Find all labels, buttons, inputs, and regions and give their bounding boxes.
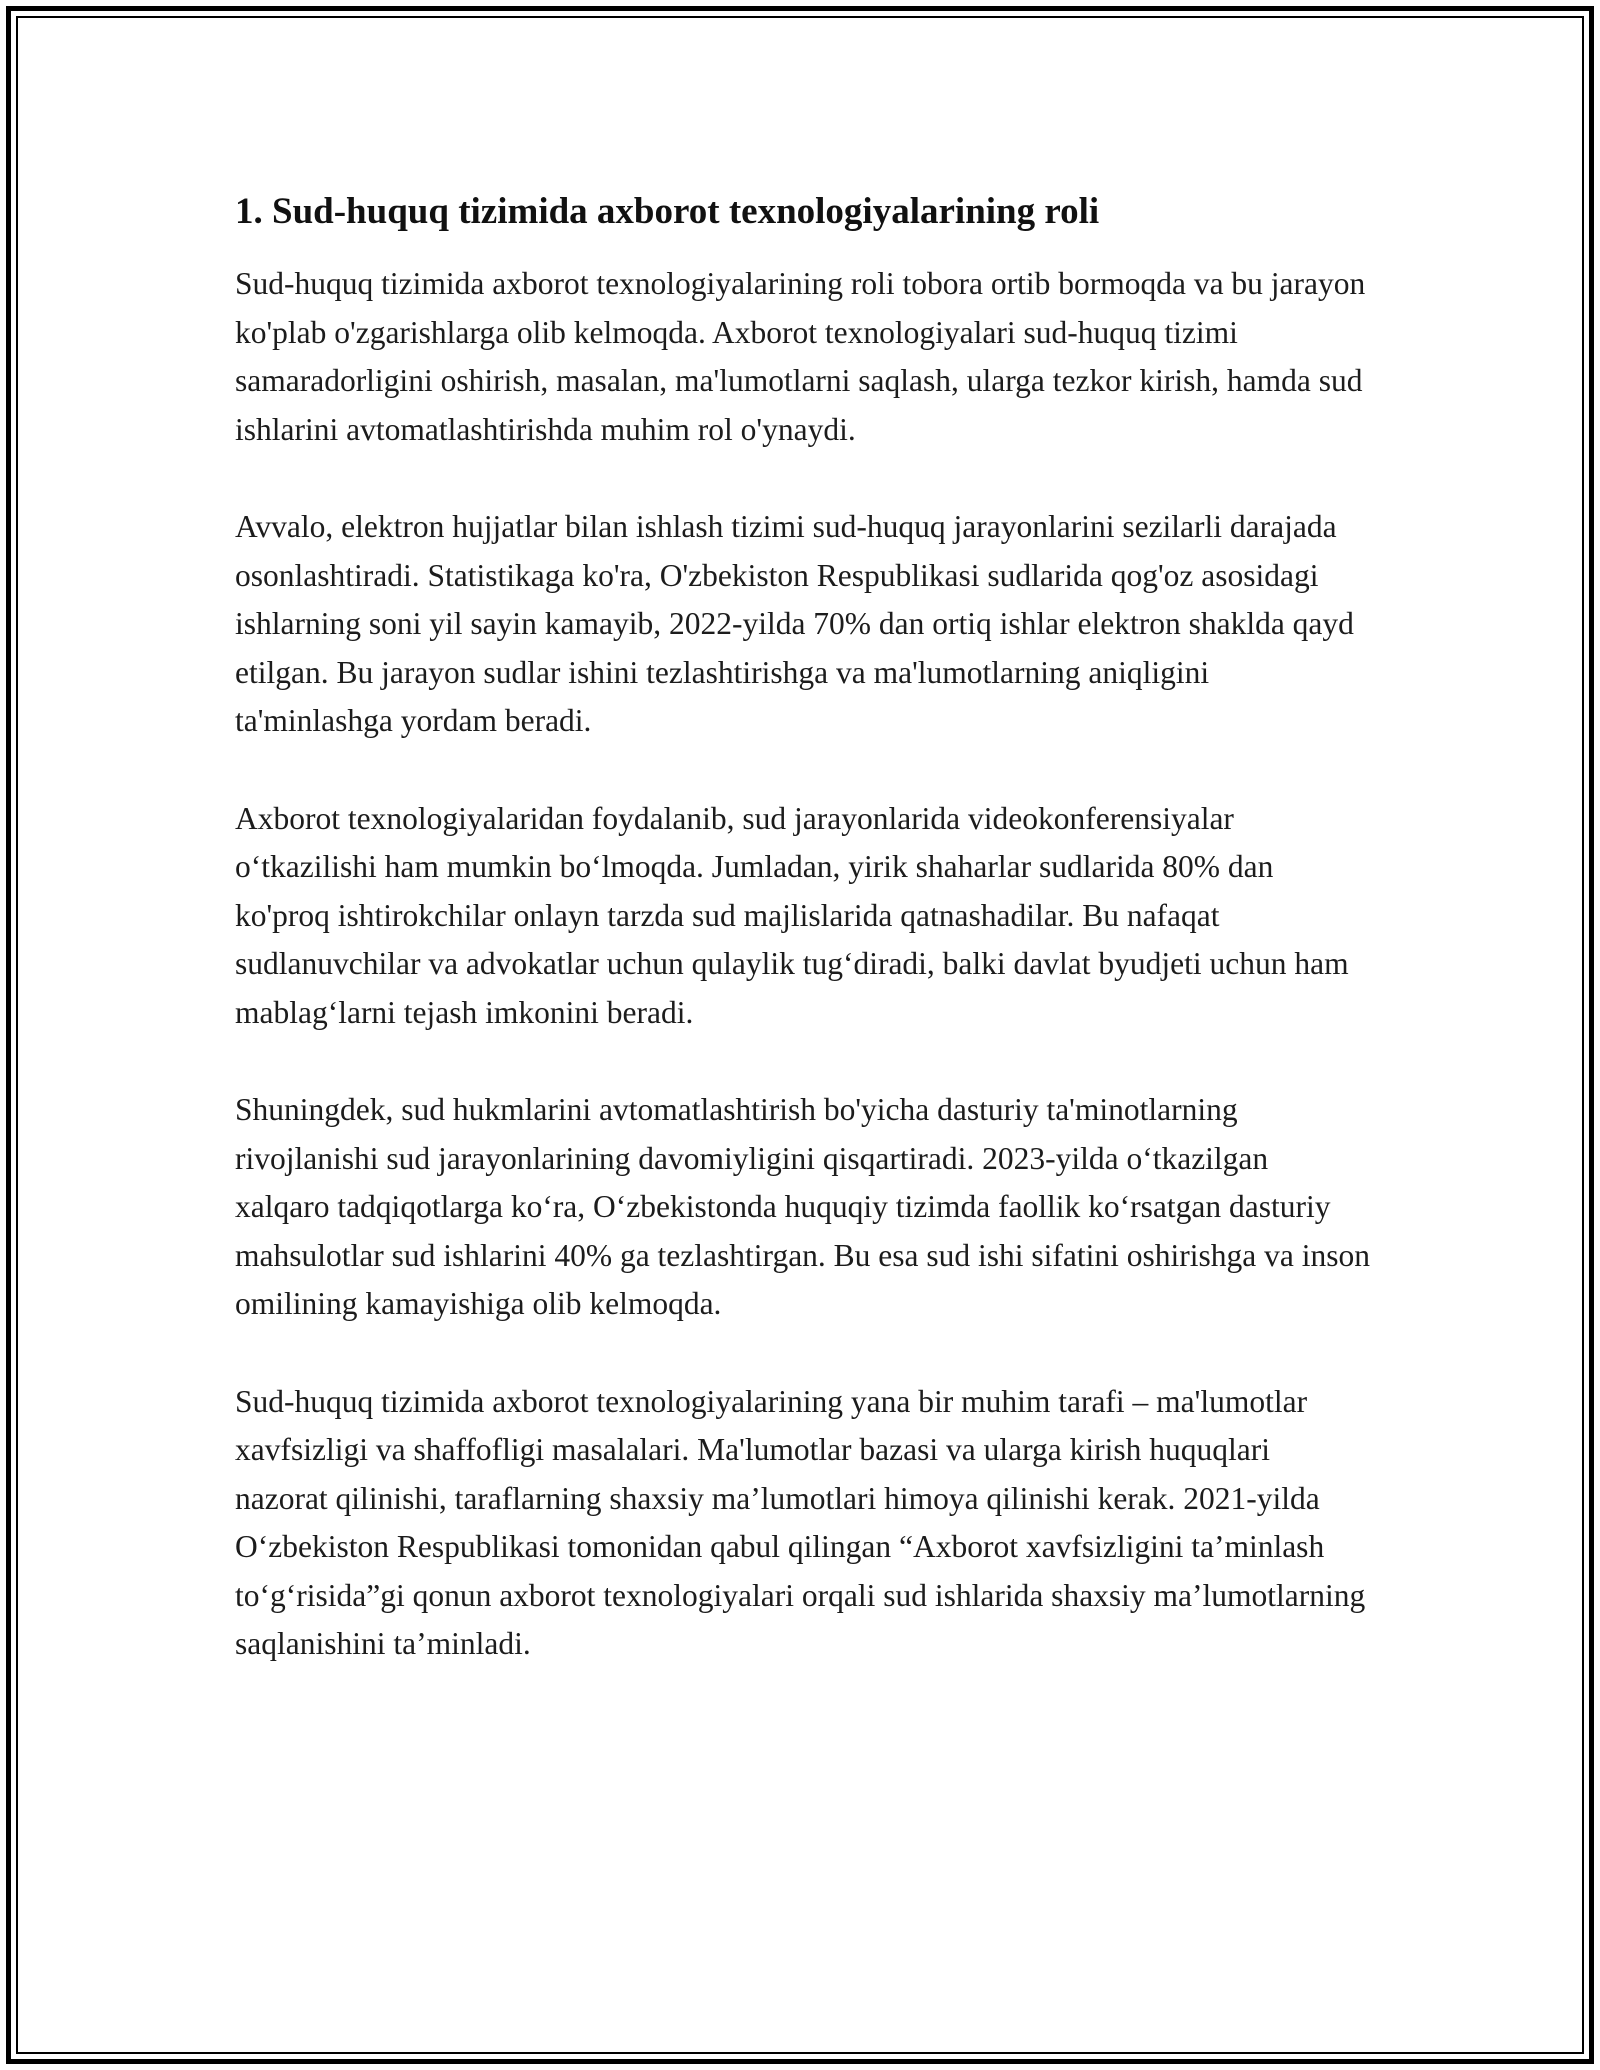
paragraph-videoconferences: Axborot texnologiyalaridan foydalanib, sud jarayonlarida videokonferensiyalar o‘tkazilishi ham mumkin bo‘lmoqda. Jumladan, yirik shaharlar sudlarida 80% dan ko'proq ishtirokchilar onlayn tarzda sud majlislarida qatnashadilar. Bu nafaqat sudlanuvchilar va advokatlar uchun qulaylik tug‘diradi, balki davlat byudjeti uchun ham mablag‘larni tejash imkonini beradi. <box>235 800 1349 1030</box>
section-heading: 1. Sud-huquq tizimida axborot texnologiyalarining roli <box>235 191 1100 232</box>
paragraph-automation: Shuningdek, sud hukmlarini avtomatlashtirish bo'yicha dasturiy ta'minotlarning rivojlanishi sud jarayonlarining davomiyligini qisqartiradi. 2023-yilda o‘tkazilgan xalqaro tadqiqotlarga ko‘ra, O‘zbekistonda huquqiy tizimda faollik ko‘rsatgan dasturiy mahsulotlar sud ishlarini 40% ga tezlashtirgan. Bu esa sud ishi sifatini oshirishga va inson omilining kamayishiga olib kelmoqda. <box>235 1092 1371 1321</box>
paragraph-data-security: Sud-huquq tizimida axborot texnologiyalarining yana bir muhim tarafi – ma'lumotlar xavfsizligi va shaffofligi masalalari. Ma'lumotlar bazasi va ularga kirish huquqlari nazorat qilinishi, taraflarning shaxsiy ma’lumotlari himoya qilinishi kerak. 2021-yilda O‘zbekiston Respublikasi tomonidan qabul qilingan “Axborot xavfsizligini ta’minlash to‘g‘risida”gi qonun axborot texnologiyalari orqali sud ishlarida shaxsiy ma’lumotlarning saqlanishini ta’minladi. <box>235 1383 1366 1661</box>
paragraph-intro: Sud-huquq tizimida axborot texnologiyalarining roli tobora ortib bormoqda va bu jarayon ko'plab o'zgarishlarga olib kelmoqda. Axborot texnologiyalari sud-huquq tizimi samaradorligini oshirish, masalan, ma'lumotlarni saqlash, ularga tezkor kirish, hamda sud ishlarini avtomatlashtirishda muhim rol o'ynaydi. <box>235 266 1366 447</box>
paragraph-electronic-documents: Avvalo, elektron hujjatlar bilan ishlash tizimi sud-huquq jarayonlarini sezilarli darajada osonlashtiradi. Statistikaga ko'ra, O'zbekiston Respublikasi sudlarida qog'oz asosidagi ishlarning soni yil sayin kamayib, 2022-yilda 70% dan ortiq ishlar elektron shaklda qayd etilgan. Bu jarayon sudlar ishini tezlashtirishga va ma'lumotlarning aniqligini ta'minlashga yordam beradi. <box>235 509 1354 738</box>
document-body <box>235 186 1370 1718</box>
